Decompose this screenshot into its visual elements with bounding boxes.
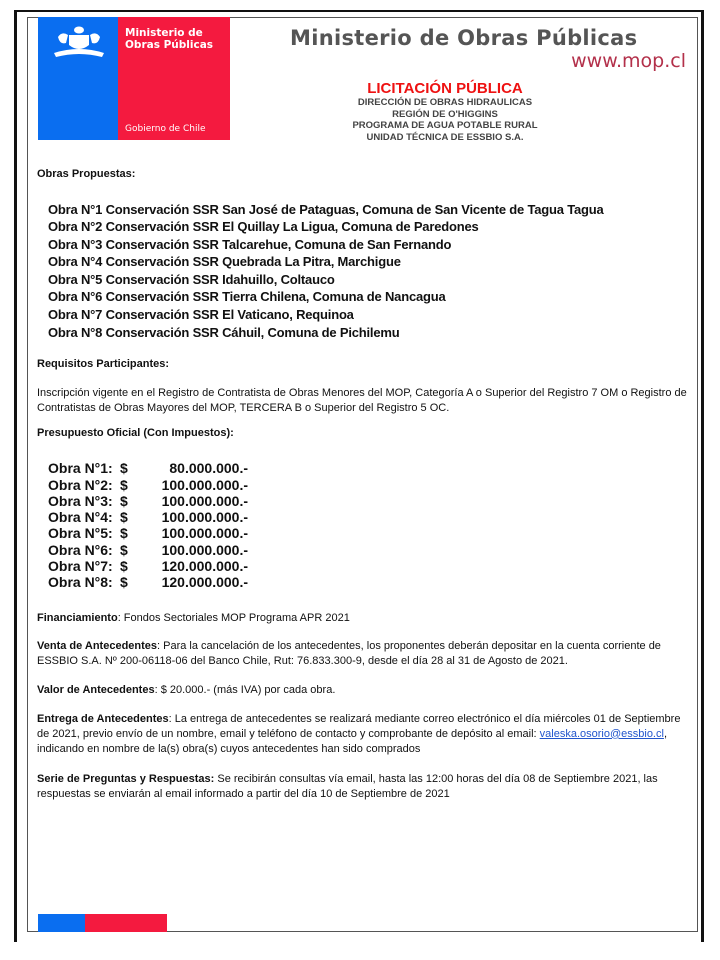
budget-label: Obra N°8: bbox=[48, 574, 113, 591]
logo-government-label: Gobierno de Chile bbox=[125, 124, 206, 134]
financiamiento-paragraph bbox=[37, 611, 692, 626]
budget-row bbox=[48, 574, 692, 590]
logo-blue-panel bbox=[38, 17, 118, 140]
entrega-text: : La entrega de antecedentes se realizará mediante correo electrónico el día miércoles 01 de Septiembre de 2021, previo envío de un nombre, email y teléfono de contacto y comprobante de depósito al email: bbox=[37, 712, 681, 740]
budget-currency: $ bbox=[120, 558, 128, 575]
budget-row bbox=[48, 558, 692, 574]
budget-currency: $ bbox=[120, 509, 128, 526]
budget-label: Obra N°3: bbox=[48, 492, 113, 509]
requisitos-text: Inscripción vigente en el Registro de Contratista de Obras Menores del MOP, Categoría A o Superior del Registro 7 OM o Registro de Contratistas de Obras Mayores del MOP, TERCERA B o Superior del Registro 5 OC. bbox=[37, 386, 687, 414]
budget-currency: $ bbox=[120, 476, 128, 493]
obra-item: Obra N°2 Conservación SSR El Quillay La Ligua, Comuna de Paredones bbox=[48, 219, 479, 235]
email-link[interactable]: valeska.osorio@essbio.cl bbox=[539, 727, 664, 740]
budget-table bbox=[48, 460, 692, 590]
logo-ministry-line2: Obras Públicas bbox=[125, 39, 214, 51]
budget-amount: 100.000.000.- bbox=[161, 541, 248, 558]
budget-currency: $ bbox=[120, 460, 128, 477]
valor-text: : $ 20.000.- (más IVA) por cada obra. bbox=[154, 683, 336, 696]
obra-item: Obra N°8 Conservación SSR Cáhuil, Comuna de Pichilemu bbox=[48, 324, 400, 340]
preguntas-paragraph bbox=[37, 772, 692, 802]
valor-paragraph bbox=[37, 683, 692, 698]
budget-label: Obra N°5: bbox=[48, 525, 113, 542]
budget-row bbox=[48, 477, 692, 493]
ministry-url[interactable]: www.mop.cl bbox=[571, 50, 686, 72]
obra-item: Obra N°1 Conservación SSR San José de Pataguas, Comuna de San Vicente de Tagua Tagua bbox=[48, 201, 604, 217]
footer-red-segment bbox=[85, 914, 167, 932]
notice-subline: REGIÓN DE O'HIGGINS bbox=[392, 108, 498, 120]
obra-item: Obra N°3 Conservación SSR Talcarehue, Comuna de San Fernando bbox=[48, 236, 452, 252]
document-body bbox=[37, 168, 692, 802]
budget-amount: 100.000.000.- bbox=[161, 525, 248, 542]
notice-subline: UNIDAD TÉCNICA DE ESSBIO S.A. bbox=[366, 131, 524, 143]
budget-currency: $ bbox=[120, 574, 128, 591]
obra-item: Obra N°5 Conservación SSR Idahuillo, Coltauco bbox=[48, 271, 335, 287]
obras-list bbox=[48, 201, 692, 342]
notice-header bbox=[300, 80, 590, 143]
notice-title: LICITACIÓN PÚBLICA bbox=[367, 80, 523, 97]
requisitos-heading: Requisitos Participantes: bbox=[37, 358, 170, 371]
obras-heading: Obras Propuestas: bbox=[37, 168, 136, 180]
budget-amount: 100.000.000.- bbox=[161, 492, 248, 509]
obra-item: Obra N°4 Conservación SSR Quebrada La Pitra, Marchigue bbox=[48, 254, 401, 270]
budget-amount: 100.000.000.- bbox=[161, 509, 248, 526]
footer-blue-segment bbox=[38, 914, 85, 932]
entrega-label: Entrega de Antecedentes bbox=[37, 712, 169, 725]
budget-label: Obra N°2: bbox=[48, 476, 113, 493]
budget-label: Obra N°6: bbox=[48, 541, 113, 558]
notice-subline: PROGRAMA DE AGUA POTABLE RURAL bbox=[352, 120, 538, 131]
budget-amount: 120.000.000.- bbox=[161, 558, 248, 575]
preguntas-text: Se recibirán consultas vía email, hasta las 12:00 horas del día 08 de Septiembre 2021, las respuestas se enviarán al email informado a partir del día 10 de Septiembre de 2021 bbox=[37, 772, 658, 800]
budget-label: Obra N°4: bbox=[48, 509, 113, 526]
obra-item: Obra N°7 Conservación SSR El Vaticano, Requinoa bbox=[48, 307, 354, 323]
entrega-paragraph bbox=[37, 712, 692, 757]
ministry-logo bbox=[38, 17, 230, 140]
preguntas-label: Serie de Preguntas y Respuestas: bbox=[37, 772, 215, 785]
budget-amount: 100.000.000.- bbox=[161, 476, 248, 493]
logo-ministry-name bbox=[125, 27, 213, 51]
budget-currency: $ bbox=[120, 541, 128, 558]
venta-text: : Para la cancelación de los antecedentes, los proponentes deberán depositar en la cuenta corriente de ESSBIO S.A. Nº 200-06118-06 del Banco Chile, Rut: 76.833.300-9, desde el día 28 al 31 de Agosto de 2021. bbox=[37, 639, 661, 667]
valor-label: Valor de Antecedentes bbox=[37, 683, 155, 696]
budget-row bbox=[48, 460, 692, 476]
budget-currency: $ bbox=[120, 492, 128, 509]
financiamiento-label: Financiamiento bbox=[37, 611, 118, 624]
obra-item: Obra N°6 Conservación SSR Tierra Chilena, Comuna de Nancagua bbox=[48, 289, 446, 305]
budget-row bbox=[48, 525, 692, 541]
budget-currency: $ bbox=[120, 525, 128, 542]
logo-red-panel bbox=[118, 17, 230, 140]
budget-label: Obra N°7: bbox=[48, 558, 113, 575]
budget-amount: 120.000.000.- bbox=[161, 574, 248, 591]
budget-row bbox=[48, 542, 692, 558]
budget-row bbox=[48, 509, 692, 525]
entrega-text-after: , indicando en nombre de la(s) obra(s) cuyos antecedentes han sido comprados bbox=[37, 727, 667, 755]
notice-subline: DIRECCIÓN DE OBRAS HIDRAULICAS bbox=[357, 97, 533, 108]
budget-amount: 80.000.000.- bbox=[169, 460, 248, 477]
budget-label: Obra N°1: bbox=[48, 460, 113, 477]
logo-ministry-line1: Ministerio de bbox=[125, 27, 203, 39]
budget-row bbox=[48, 493, 692, 509]
ministry-title: Ministerio de Obras Públicas bbox=[290, 26, 638, 50]
coat-of-arms-icon bbox=[52, 25, 106, 59]
footer-flag-bar bbox=[38, 914, 167, 932]
financiamiento-text: : Fondos Sectoriales MOP Programa APR 2021 bbox=[117, 611, 350, 624]
venta-paragraph bbox=[37, 639, 692, 669]
venta-label: Venta de Antecedentes bbox=[37, 639, 158, 652]
presupuesto-heading: Presupuesto Oficial (Con Impuestos): bbox=[37, 426, 234, 439]
